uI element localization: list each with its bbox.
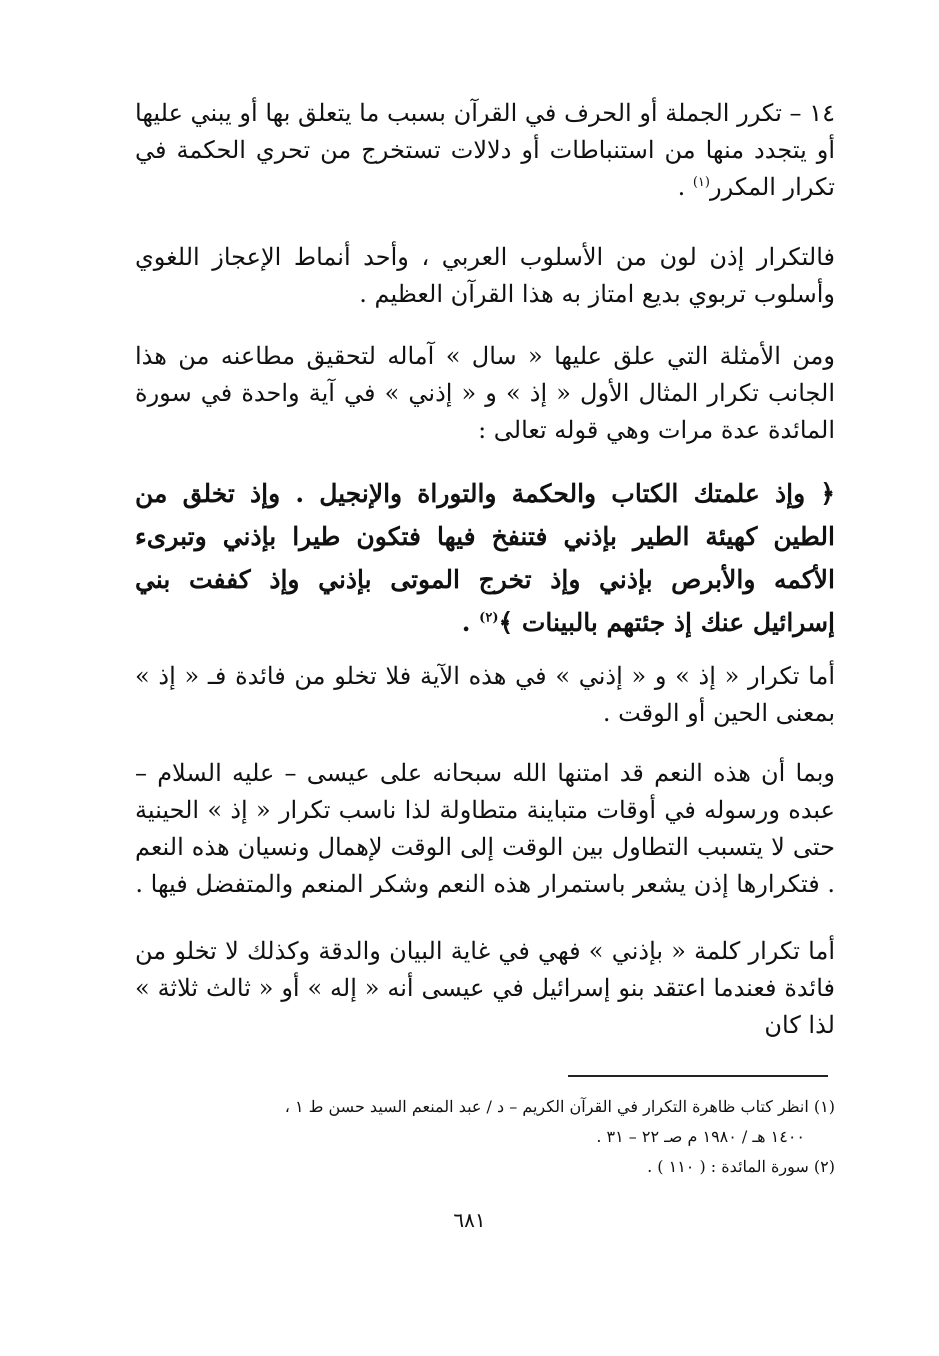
quran-verse-end: . (461, 608, 480, 637)
paragraph-14 (135, 95, 835, 206)
paragraph-idh-text: أما تكرار « إذ » و « إذني » في هذه الآية فلا تخلو من فائدة فـ « إذ » بمعنى الحين أو الوقت . (135, 662, 835, 727)
paragraph-blessings-text: وبما أن هذه النعم قد امتنها الله سبحانه على عيسى – عليه السلام – عبده ورسوله في أوقات متباينة متطاولة لذا ناسب تكرار « إذ » الحينية حتى لا يتسبب التطاول بين الوقت إلى الوقت لإهمال ونسيان هذه النعم . فتكرارها إذن يشعر باستمرار هذه النعم وشكر المنعم والمتفضل فيها . (135, 759, 835, 898)
paragraph-blessings (135, 755, 835, 903)
paragraph-14-text: ١٤ – تكرر الجملة أو الحرف في القرآن بسبب ما يتعلق بها أو يبني عليها أو يتجدد منها من استنباطات أو دلالات تستخرج من تحري الحكمة في تكرار المكرر (135, 99, 835, 201)
footnote-1-line-2: ١٤٠٠ هـ / ١٩٨٠ م صـ ٢٢ – ٣١ . (596, 1127, 805, 1146)
footnote-divider (568, 1075, 828, 1077)
footnotes (135, 1092, 835, 1182)
paragraph-repetition-style (135, 239, 835, 313)
footnote-ref-1: (١) (692, 175, 710, 190)
paragraph-biidhni-text: أما تكرار كلمة « بإذني » فهي في غاية البيان والدقة وكذلك لا تخلو من فائدة فعندما اعتقد بنو إسرائيل في عيسى أنه « إله » أو « ثالث ثلاثة » لذا كان (135, 937, 835, 1039)
paragraph-examples-text: ومن الأمثلة التي علق عليها « سال » آماله لتحقيق مطاعنه من هذا الجانب تكرار المثال الأول « إذ » و « إذني » في آية واحدة في سورة المائدة عدة مرات وهي قوله تعالى : (135, 342, 835, 444)
paragraph-14-end: . (677, 173, 693, 201)
quran-verse-text: ﴿ وإذ علمتك الكتاب والحكمة والتوراة والإنجيل . وإذ تخلق من الطين كهيئة الطير بإذني فتنفخ فيها فتكون طيرا بإذني وتبرىء الأكمه والأبرص بإذني وإذ تخرج الموتى بإذني وإذ كففت بني إسرائيل عنك إذ جئتهم بالبينات ﴾ (135, 479, 835, 637)
footnote-ref-2: (٢) (479, 610, 499, 626)
paragraph-examples (135, 338, 835, 449)
paragraph-repetition-style-text: فالتكرار إذن لون من الأسلوب العربي ، وأحد أنماط الإعجاز اللغوي وأسلوب تربوي بديع امتاز به هذا القرآن العظيم . (135, 243, 835, 308)
paragraph-idh (135, 658, 835, 732)
footnote-1-line-1: (١) انظر كتاب ظاهرة التكرار في القرآن الكريم – د / عبد المنعم السيد حسن ط ١ ، (284, 1097, 835, 1116)
paragraph-biidhni (135, 933, 835, 1044)
quran-verse (135, 472, 835, 644)
footnote-2: (٢) سورة المائدة : ( ١١٠ ) . (647, 1157, 835, 1176)
page-number: ٦٨١ (453, 1208, 486, 1232)
